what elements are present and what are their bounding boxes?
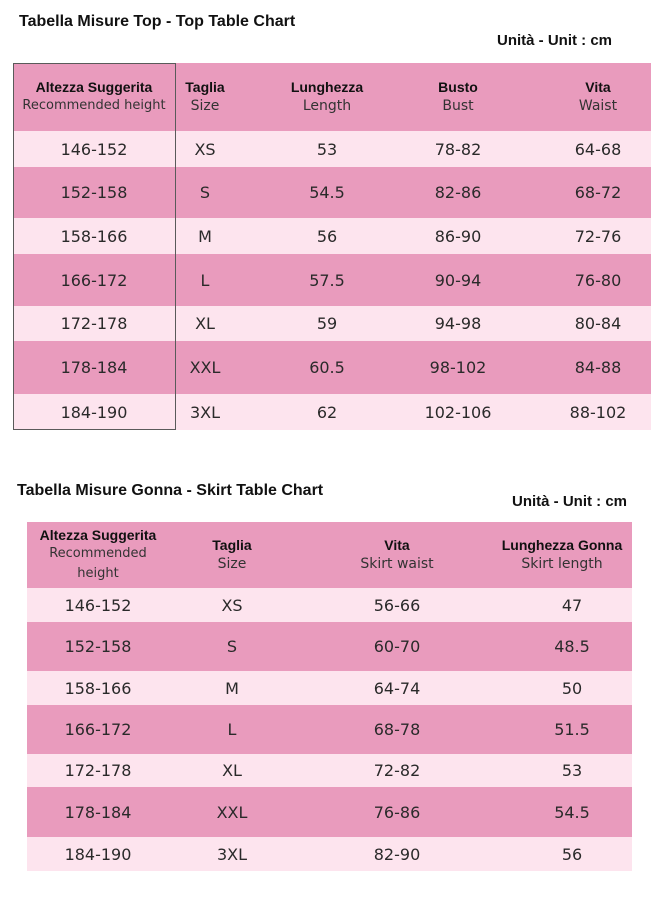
height-cell: 172-178 — [64, 761, 132, 780]
size-cell: M — [225, 678, 239, 698]
size-cell: XS — [221, 595, 243, 615]
length-cell: 57.5 — [309, 270, 345, 290]
size-cell: XXL — [216, 802, 248, 822]
height-cell: 166-172 — [60, 270, 128, 290]
top-header-height-en: Recommended height — [22, 98, 166, 113]
skirt-length-cell: 54.5 — [554, 802, 590, 822]
table-row — [13, 306, 651, 341]
height-cell: 166-172 — [64, 720, 132, 739]
waist-cell: 84-88 — [574, 358, 622, 377]
height-cell: 178-184 — [60, 358, 128, 377]
top-header-waist-it: Vita — [585, 79, 611, 95]
waist-cell: 88-102 — [569, 402, 627, 422]
skirt-length-cell: 56 — [561, 844, 583, 864]
skirt-table-title: Tabella Misure Gonna - Skirt Table Chart — [17, 482, 324, 499]
skirt-table-header — [27, 522, 632, 588]
top-header-waist — [543, 63, 653, 131]
size-cell: XL — [195, 314, 215, 333]
top-header-size-en: Size — [190, 98, 220, 114]
skirt-waist-cell: 72-82 — [373, 761, 421, 780]
skirt-length-cell: 51.5 — [554, 720, 590, 739]
length-cell: 56 — [316, 226, 338, 246]
size-cell: XL — [222, 761, 242, 780]
height-cell: 152-158 — [60, 183, 128, 202]
skirt-waist-cell: 56-66 — [373, 595, 421, 615]
skirt-waist-cell: 60-70 — [373, 637, 421, 656]
table-row — [13, 218, 651, 254]
length-cell: 54.5 — [309, 183, 345, 202]
skirt-header-size-en: Size — [217, 556, 247, 572]
top-header-length-en: Length — [302, 98, 352, 114]
table-row — [13, 341, 651, 394]
bust-cell: 86-90 — [434, 226, 482, 246]
bust-cell: 98-102 — [429, 358, 487, 377]
length-cell: 60.5 — [309, 358, 345, 377]
size-cell: XXL — [189, 358, 221, 377]
size-cell: XS — [194, 139, 216, 159]
size-cell: 3XL — [216, 844, 248, 864]
bust-cell: 82-86 — [434, 183, 482, 202]
top-unit-label: Unità - Unit : cm — [497, 32, 612, 49]
height-cell: 152-158 — [64, 637, 132, 656]
top-header-size — [175, 63, 235, 131]
top-header-bust-it: Busto — [438, 79, 478, 95]
top-header-bust — [403, 63, 513, 131]
table-row — [13, 254, 651, 306]
waist-cell: 76-80 — [574, 270, 622, 290]
height-cell: 184-190 — [60, 402, 128, 422]
table-row — [13, 394, 651, 430]
skirt-unit-label: Unità - Unit : cm — [512, 493, 627, 510]
table-row — [27, 837, 632, 871]
skirt-length-cell: 48.5 — [554, 637, 590, 656]
size-cell: M — [198, 226, 212, 246]
table-row — [27, 787, 632, 837]
height-cell: 146-152 — [64, 595, 132, 615]
top-size-table — [13, 63, 651, 430]
top-header-waist-en: Waist — [578, 98, 618, 114]
table-row — [13, 167, 651, 218]
bust-cell: 102-106 — [424, 402, 492, 422]
skirt-length-cell: 53 — [561, 761, 583, 780]
height-cell: 146-152 — [60, 139, 128, 159]
top-header-bust-en: Bust — [442, 98, 474, 114]
skirt-header-size-it: Taglia — [212, 537, 252, 553]
skirt-waist-cell: 64-74 — [373, 678, 421, 698]
skirt-length-cell: 47 — [561, 595, 583, 615]
top-header-length-it: Lunghezza — [290, 79, 364, 95]
bust-cell: 78-82 — [434, 139, 482, 159]
top-header-length — [271, 63, 383, 131]
skirt-size-table — [27, 522, 632, 871]
height-cell: 172-178 — [60, 314, 128, 333]
size-cell: S — [199, 183, 211, 202]
skirt-header-length-en: Skirt length — [521, 556, 603, 572]
skirt-header-height-it: Altezza Suggerita — [39, 527, 157, 543]
length-cell: 53 — [316, 139, 338, 159]
top-header-size-it: Taglia — [185, 79, 225, 95]
top-table-title: Tabella Misure Top - Top Table Chart — [19, 13, 296, 30]
size-cell: S — [226, 637, 238, 656]
height-cell: 178-184 — [64, 802, 132, 822]
skirt-header-waist-en: Skirt waist — [360, 556, 434, 572]
skirt-header-height-en: Recommended height — [49, 546, 147, 581]
height-cell: 184-190 — [64, 844, 132, 864]
length-cell: 59 — [316, 314, 338, 333]
table-row — [27, 754, 632, 787]
bust-cell: 90-94 — [434, 270, 482, 290]
top-table-header — [13, 63, 651, 131]
skirt-header-length — [492, 522, 632, 588]
table-row — [27, 588, 632, 622]
skirt-waist-cell: 68-78 — [373, 720, 421, 739]
skirt-waist-cell: 76-86 — [373, 802, 421, 822]
size-cell: L — [200, 270, 210, 290]
table-row — [27, 705, 632, 754]
skirt-header-size — [199, 522, 265, 588]
skirt-header-waist-it: Vita — [384, 537, 410, 553]
waist-cell: 64-68 — [574, 139, 622, 159]
table-row — [13, 131, 651, 167]
height-cell: 158-166 — [64, 678, 132, 698]
top-header-height — [13, 63, 175, 131]
waist-cell: 68-72 — [574, 183, 622, 202]
skirt-waist-cell: 82-90 — [373, 844, 421, 864]
size-cell: 3XL — [189, 402, 221, 422]
bust-cell: 94-98 — [434, 314, 482, 333]
height-cell: 158-166 — [60, 226, 128, 246]
skirt-length-cell: 50 — [561, 678, 583, 698]
waist-cell: 72-76 — [574, 226, 622, 246]
skirt-header-length-it: Lunghezza Gonna — [501, 537, 623, 553]
table-row — [27, 622, 632, 671]
top-header-height-it: Altezza Suggerita — [35, 79, 153, 95]
size-cell: L — [227, 720, 237, 739]
length-cell: 62 — [316, 402, 338, 422]
waist-cell: 80-84 — [574, 314, 622, 333]
skirt-header-waist — [342, 522, 452, 588]
skirt-header-height — [27, 522, 169, 588]
table-row — [27, 671, 632, 705]
